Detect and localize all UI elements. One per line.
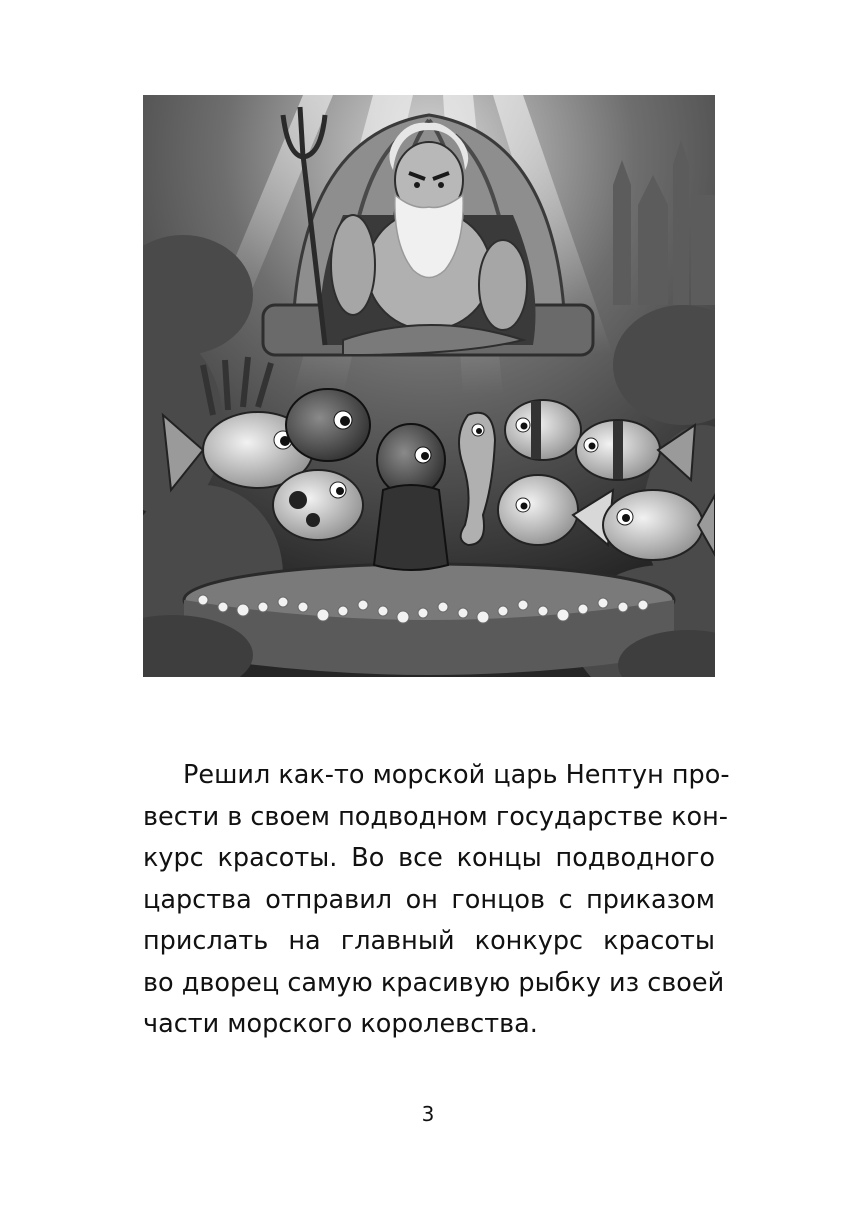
spotted-fish [273,470,363,540]
page-number: 3 [421,1102,435,1126]
dark-fish [286,389,370,461]
clownfish [505,400,581,460]
stage [184,564,674,675]
illustration-drawing [143,95,715,677]
paragraph-line: вести в своем подводном государстве кон- [143,801,728,832]
paragraph-line: прислать на главный конкурс красоты [143,926,715,956]
story-paragraph [143,755,730,1046]
neptune-fish-illustration [143,95,715,677]
paragraph-line: курс красоты. Во все концы подводного [143,843,715,873]
paragraph-line: во дворец самую красивую рыбку из своей [143,967,725,998]
gown-fish [374,424,448,570]
paragraph-line: Решил как-то морской царь Нептун про- [183,760,730,790]
paragraph-line: части морского королевства. [143,1009,538,1039]
paragraph-line: царства отправил он гонцов с приказом [143,884,715,915]
